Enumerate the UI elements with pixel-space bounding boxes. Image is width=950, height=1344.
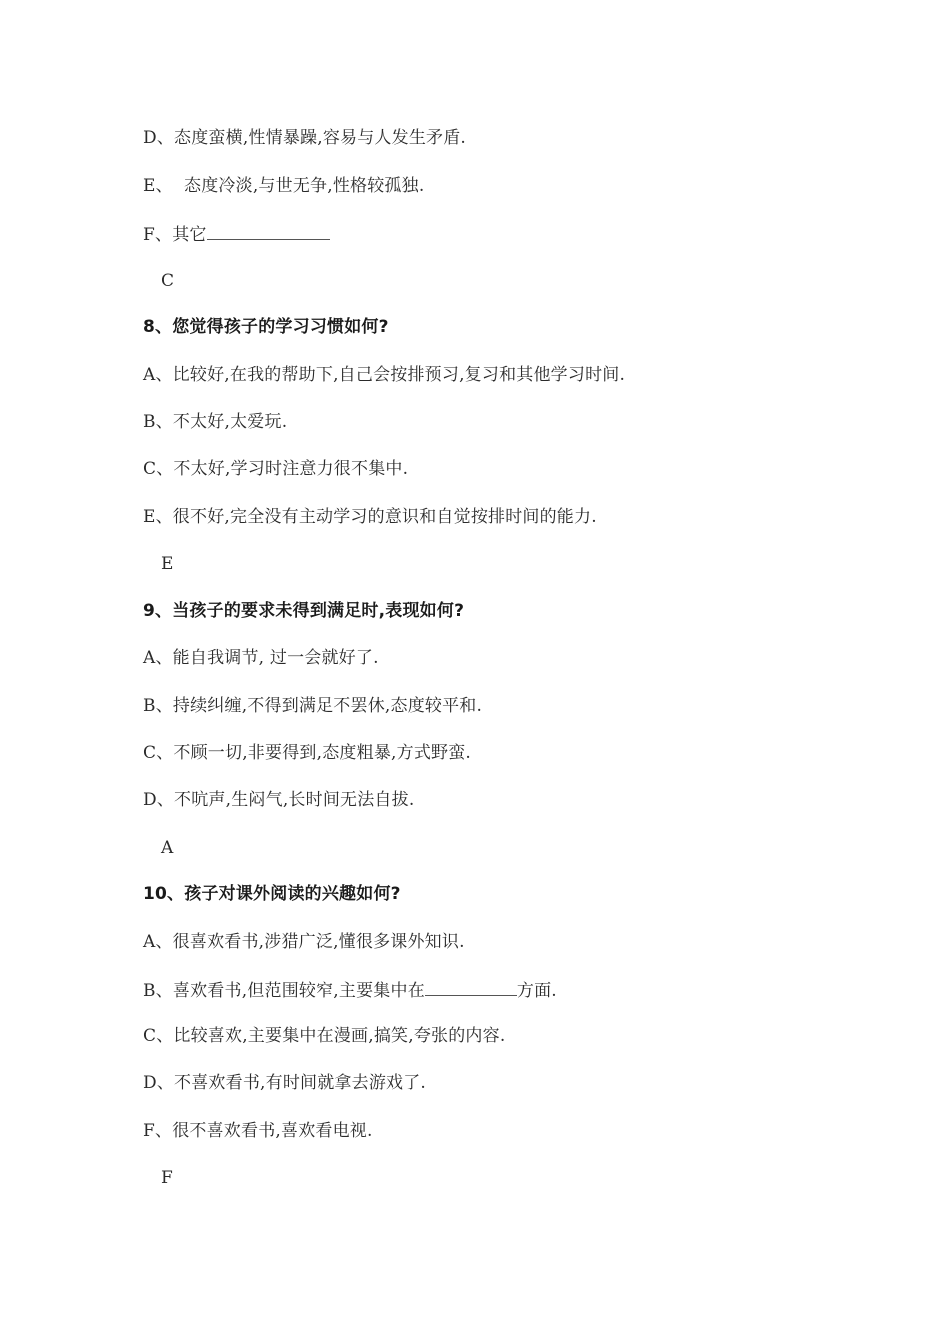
answer-mark: C [161,271,175,291]
q8-answer: E [161,554,174,574]
q8-option-a: A、比较好,在我的帮助下,自己会按排预习,复习和其他学习时间. [143,365,626,385]
question-8-title: 8、您觉得孩子的学习习惯如何? [143,317,389,337]
q8-option-c: C、不太好,学习时注意力很不集中. [143,459,409,479]
q10-option-b-text: B、喜欢看书,但范围较窄,主要集中在 [143,981,425,1001]
option-e: E、 态度冷淡,与世无争,性格较孤独. [143,176,425,196]
q9-option-d: D、不吭声,生闷气,长时间无法自拔. [143,790,415,810]
q10-answer: F [161,1168,173,1188]
q9-option-a: A、能自我调节, 过一会就好了. [143,648,379,668]
fill-in-blank [425,977,517,996]
q10-option-f: F、很不喜欢看书,喜欢看电视. [143,1121,373,1141]
q10-option-b [143,977,557,1003]
q8-option-e: E、很不好,完全没有主动学习的意识和自觉按排时间的能力. [143,507,597,527]
q9-answer: A [161,838,174,858]
question-9-title: 9、当孩子的要求未得到满足时,表现如何? [143,601,465,621]
q10-option-a: A、很喜欢看书,涉猎广泛,懂很多课外知识. [143,932,465,952]
q9-option-c: C、不顾一切,非要得到,态度粗暴,方式野蛮. [143,743,472,763]
option-d: D、态度蛮横,性情暴躁,容易与人发生矛盾. [143,128,467,148]
q10-option-c: C、比较喜欢,主要集中在漫画,搞笑,夸张的内容. [143,1026,506,1046]
q8-option-b: B、不太好,太爱玩. [143,412,288,432]
fill-in-blank [207,221,330,240]
question-10-title: 10、孩子对课外阅读的兴趣如何? [143,884,401,904]
q10-option-b-suffix: 方面. [516,981,557,1001]
q10-option-d: D、不喜欢看书,有时间就拿去游戏了. [143,1073,427,1093]
q9-option-b: B、持续纠缠,不得到满足不罢休,态度较平和. [143,696,483,716]
option-f [143,221,330,247]
option-f-label: F、其它 [143,225,207,245]
